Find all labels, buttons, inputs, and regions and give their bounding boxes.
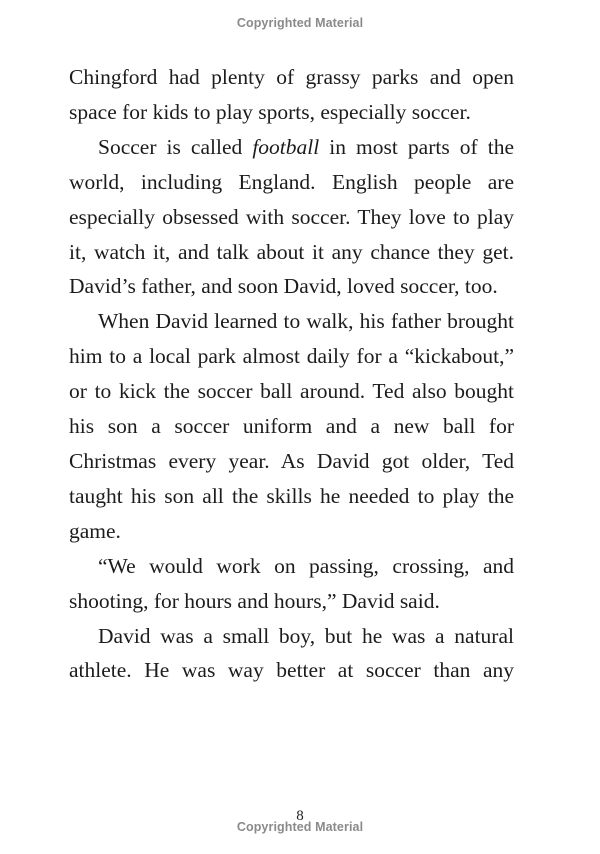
paragraph-4: “We would work on passing, crossing, and shooting, for hours and hours,” David said.: [69, 553, 514, 613]
page-body: [69, 60, 514, 688]
paragraph-1: Chingford had plenty of grassy parks and open space for kids to play sports, especially soccer.: [69, 65, 514, 124]
paragraph-2-after: in most parts of the world, including England. English people are especially obsessed with soccer. They love to play it, watch it, and talk about it any chance they get. David’s father, and soon David, loved soccer, too.: [69, 134, 514, 299]
paragraph-3: When David learned to walk, his father brought him to a local park almost daily for a “kickabout,” or to kick the soccer ball around. Ted also bought his son a soccer uniform and a new ball for Christmas every year. As David got older, Ted taught his son all the skills he needed to play the game.: [69, 309, 514, 543]
paragraph-5: David was a small boy, but he was a natural athlete. He was way better at soccer than any: [69, 623, 514, 683]
page-number: 8: [296, 808, 304, 824]
copyright-watermark-top: Copyrighted Material: [236, 16, 364, 30]
copyright-watermark-bottom: Copyrighted Material: [236, 820, 364, 834]
paragraph-2-before: Soccer is called: [98, 134, 253, 159]
italic-football: football: [252, 134, 320, 159]
paragraph-2: [69, 130, 514, 305]
